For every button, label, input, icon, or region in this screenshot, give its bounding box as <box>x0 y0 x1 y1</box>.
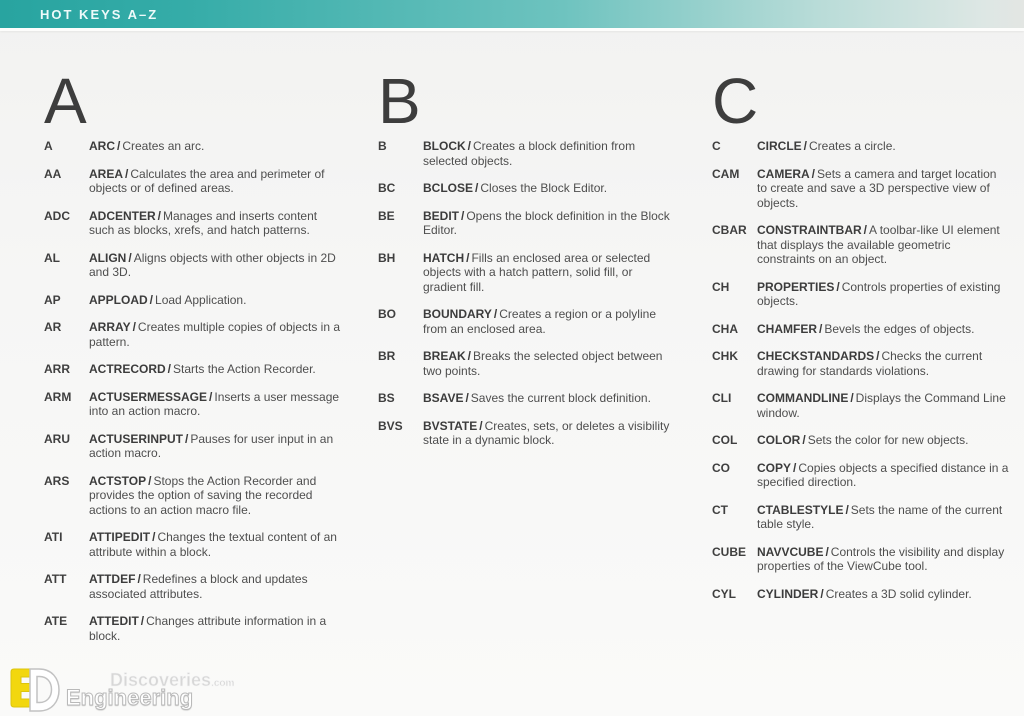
separator: / <box>128 250 132 265</box>
separator: / <box>157 208 162 223</box>
hotkey-description <box>423 419 675 448</box>
command-name: COLOR <box>757 433 801 447</box>
command-name: CYLINDER <box>757 586 819 601</box>
separator: / <box>152 530 156 544</box>
hotkey-entry <box>712 349 1024 378</box>
command-description: Creates, sets, or deletes a visibility state in a dynamic block. <box>423 418 670 447</box>
hotkey-description <box>423 391 651 406</box>
separator: / <box>811 166 816 181</box>
column-a <box>44 65 378 643</box>
hotkey-entry <box>378 209 712 238</box>
command-description: Creates a 3D solid cylinder. <box>825 586 972 601</box>
hotkey-description <box>89 293 246 308</box>
hotkey-description <box>89 320 341 349</box>
command-description: Saves the current block definition. <box>470 391 651 405</box>
command-description: Sets the color for new objects. <box>807 433 969 447</box>
hotkey-entry <box>712 280 1024 309</box>
separator: / <box>825 544 829 559</box>
command-name: BCLOSE <box>423 181 474 195</box>
command-name: COPY <box>757 460 792 475</box>
page-title: HOT KEYS A–Z <box>40 6 159 22</box>
hotkey-entry <box>712 139 1024 154</box>
separator: / <box>137 572 141 586</box>
separator: / <box>475 181 479 195</box>
logo-text <box>52 666 242 714</box>
hotkey-description <box>423 349 675 378</box>
hotkey-entry <box>712 391 1024 420</box>
hotkey-key: AL <box>44 250 60 265</box>
command-name: HATCH <box>423 250 465 265</box>
hotkey-description <box>89 139 204 154</box>
command-description: Aligns objects with other objects in 2D and 3D. <box>89 250 336 279</box>
command-name: BLOCK <box>423 139 466 153</box>
command-name: CIRCLE <box>757 139 802 153</box>
command-description: Creates a region or a polyline from an enclosed area. <box>423 307 656 336</box>
hotkey-entry <box>378 139 712 168</box>
separator: / <box>819 321 823 336</box>
hotkey-key: ATI <box>44 530 63 544</box>
separator: / <box>461 208 465 223</box>
hotkey-entry <box>378 391 712 406</box>
separator: / <box>850 391 854 405</box>
command-description: Controls the visibility and display properties of the ViewCube tool. <box>757 544 1005 573</box>
command-description: Creates an arc. <box>122 139 205 153</box>
separator: / <box>863 223 868 237</box>
hotkey-entry <box>712 322 1024 337</box>
separator: / <box>803 139 808 153</box>
hotkey-description <box>423 251 675 295</box>
hotkey-key: ATE <box>44 614 68 628</box>
hotkey-description <box>757 433 968 448</box>
command-name: ARRAY <box>89 320 131 334</box>
hotkey-key: C <box>712 139 721 153</box>
separator: / <box>465 391 469 405</box>
command-description: Controls properties of existing objects. <box>757 279 1001 308</box>
hotkey-key: AR <box>44 320 62 334</box>
command-name: AREA <box>89 166 124 181</box>
command-name: ATTEDIT <box>89 614 139 628</box>
logo-engineering-text: Engineering <box>66 685 194 710</box>
hotkey-key: BVS <box>378 418 403 433</box>
hotkey-entry <box>44 572 378 601</box>
hotkey-key: BE <box>378 208 395 223</box>
engineering-discoveries-logo <box>6 666 242 714</box>
command-name: ARC <box>89 139 115 153</box>
hotkey-key: CYL <box>712 586 736 601</box>
hotkey-entry <box>44 432 378 461</box>
hotkey-key: CHA <box>712 321 738 336</box>
command-description: Changes attribute information in a block. <box>89 614 327 643</box>
hotkey-entry <box>712 545 1024 574</box>
separator: / <box>140 614 145 628</box>
command-name: CHAMFER <box>757 321 817 336</box>
column-b-letter: B <box>378 65 421 137</box>
command-description: Inserts a user message into an action macro. <box>89 389 340 418</box>
column-b-entries <box>378 139 712 448</box>
hotkey-description <box>757 391 1009 420</box>
command-name: BSAVE <box>423 391 464 405</box>
command-description: Starts the Action Recorder. <box>173 362 316 376</box>
command-description: Pauses for user input in an action macro. <box>89 431 334 460</box>
hotkey-key: CHK <box>712 349 738 363</box>
hotkey-key: BO <box>378 307 396 321</box>
hotkey-description <box>757 545 1009 574</box>
hotkey-key: BR <box>378 349 396 363</box>
logo-discoveries-word: Discoveries <box>110 670 212 690</box>
hotkey-entry <box>712 223 1024 267</box>
hotkey-key: B <box>378 139 387 153</box>
hotkey-key: BH <box>378 250 396 265</box>
hotkey-description <box>89 390 341 419</box>
hotkey-key: CO <box>712 460 730 475</box>
hotkey-key: ATT <box>44 572 67 586</box>
hotkey-key: ADC <box>44 208 70 223</box>
hotkey-description <box>89 251 341 280</box>
hotkey-entry <box>378 181 712 196</box>
hotkey-entry <box>44 209 378 238</box>
command-name: PROPERTIES <box>757 279 835 294</box>
command-description: Redefines a block and updates associated attributes. <box>89 572 308 601</box>
hotkey-description <box>423 139 675 168</box>
command-description: Creates multiple copies of objects in a pattern. <box>89 320 341 349</box>
command-description: Sets a camera and target location to create and save a 3D perspective view of objects. <box>757 166 997 210</box>
separator: / <box>845 502 849 517</box>
separator: / <box>185 431 189 446</box>
column-a-entries <box>44 139 378 643</box>
hotkey-key: CH <box>712 279 730 294</box>
separator: / <box>149 292 154 307</box>
hotkey-entry <box>44 474 378 518</box>
header-bar <box>0 0 1024 28</box>
command-name: ACTUSERMESSAGE <box>89 389 208 404</box>
hotkey-description <box>757 139 896 154</box>
hotkey-key: CT <box>712 502 728 517</box>
command-description: Displays the Command Line window. <box>757 391 1006 420</box>
separator: / <box>802 433 806 447</box>
separator: / <box>117 139 121 153</box>
hotkey-entry <box>44 293 378 308</box>
hotkey-entry <box>378 349 712 378</box>
separator: / <box>209 389 213 404</box>
hotkey-key: CLI <box>712 391 732 405</box>
hotkey-description <box>89 530 341 559</box>
separator: / <box>836 279 840 294</box>
hotkey-description <box>89 572 341 601</box>
command-description: Manages and inserts content such as blocks, xrefs, and hatch patterns. <box>89 208 318 237</box>
hotkey-description <box>89 474 341 518</box>
command-description: Copies objects a specified distance in a specified direction. <box>757 460 1009 489</box>
hotkey-key: AA <box>44 166 62 181</box>
hotkey-key: AP <box>44 292 61 307</box>
command-description: Load Application. <box>155 292 247 307</box>
command-description: Sets the name of the current table style. <box>757 502 1003 531</box>
separator: / <box>125 166 129 181</box>
hotkey-key: CUBE <box>712 544 747 559</box>
command-description: Creates a block definition from selected objects. <box>423 139 636 168</box>
command-name: CTABLESTYLE <box>757 502 844 517</box>
command-name: ALIGN <box>89 250 127 265</box>
hotkey-key: COL <box>712 433 738 447</box>
column-a-letter: A <box>44 65 87 137</box>
command-description: Bevels the edges of objects. <box>824 321 975 336</box>
command-description: Changes the textual content of an attribute within a block. <box>89 530 337 559</box>
hotkey-description <box>757 280 1009 309</box>
hotkey-description <box>89 614 341 643</box>
hotkey-key: ARM <box>44 389 72 404</box>
hotkey-description <box>89 209 341 238</box>
command-name: APPLOAD <box>89 292 148 307</box>
hotkey-description <box>89 362 316 377</box>
separator: / <box>467 349 472 363</box>
hotkey-key: A <box>44 139 53 153</box>
hotkey-key: BS <box>378 391 395 405</box>
separator: / <box>876 349 880 363</box>
hotkey-entry <box>712 167 1024 211</box>
hotkey-entry <box>378 251 712 295</box>
hotkey-key: ARU <box>44 431 70 446</box>
column-c-letter: C <box>712 65 759 137</box>
hotkey-entry <box>712 587 1024 602</box>
command-name: ATTIPEDIT <box>89 530 151 544</box>
command-description: Opens the block definition in the Block Editor. <box>423 208 670 237</box>
command-description: Calculates the area and perimeter of objects or of defined areas. <box>89 166 325 195</box>
hotkey-description <box>757 461 1009 490</box>
command-name: ATTDEF <box>89 572 136 586</box>
hotkey-description <box>757 503 1009 532</box>
command-description: Breaks the selected object between two points. <box>423 349 663 378</box>
command-name: ACTRECORD <box>89 362 166 376</box>
command-description: Closes the Block Editor. <box>480 181 608 195</box>
hotkey-description <box>89 432 341 461</box>
hotkey-entry <box>378 419 712 448</box>
hotkey-entry <box>712 503 1024 532</box>
hotkey-description <box>757 322 974 337</box>
separator: / <box>132 320 136 334</box>
command-description: A toolbar-like UI element that displays the available geometric constraints on an object. <box>757 223 1000 266</box>
command-name: BREAK <box>423 349 466 363</box>
hotkey-entry <box>378 307 712 336</box>
hotkey-key: BC <box>378 181 396 195</box>
logo-com-suffix: .com <box>211 678 235 689</box>
command-description: Stops the Action Recorder and provides the option of saving the recorded actions to an action macro file. <box>89 473 317 517</box>
command-description: Creates a circle. <box>809 139 896 153</box>
separator: / <box>466 250 470 265</box>
hotkey-key: ARR <box>44 362 70 376</box>
hotkey-entry <box>44 320 378 349</box>
hotkey-entry <box>44 530 378 559</box>
hotkey-entry <box>44 390 378 419</box>
command-name: CAMERA <box>757 166 810 181</box>
hotkey-entry <box>44 614 378 643</box>
separator: / <box>167 362 172 376</box>
command-name: BEDIT <box>423 208 459 223</box>
hotkey-key: CBAR <box>712 223 747 237</box>
command-name: BOUNDARY <box>423 307 492 321</box>
column-c <box>712 65 1024 643</box>
hotkey-description <box>423 181 607 196</box>
command-name: ACTSTOP <box>89 473 147 488</box>
separator: / <box>467 139 472 153</box>
hotkey-description <box>757 349 1009 378</box>
hotkey-description <box>757 223 1009 267</box>
separator: / <box>820 586 824 601</box>
command-description: Checks the current drawing for standards violations. <box>757 349 983 378</box>
hotkey-description <box>423 209 675 238</box>
hotkey-entry <box>44 251 378 280</box>
column-c-entries <box>712 139 1024 601</box>
separator: / <box>493 307 498 321</box>
hotkey-entry <box>44 362 378 377</box>
command-name: ADCENTER <box>89 208 156 223</box>
command-name: CHECKSTANDARDS <box>757 349 875 363</box>
command-name: NAVVCUBE <box>757 544 824 559</box>
hotkey-description <box>423 307 675 336</box>
column-b <box>378 65 712 643</box>
separator: / <box>793 460 797 475</box>
hotkey-description <box>89 167 341 196</box>
hotkey-columns <box>0 31 1024 643</box>
hotkey-description <box>757 587 972 602</box>
hotkey-description <box>757 167 1009 211</box>
hotkey-entry <box>44 167 378 196</box>
hotkey-key: ARS <box>44 473 70 488</box>
command-name: BVSTATE <box>423 418 478 433</box>
hotkey-entry <box>44 139 378 154</box>
command-name: ACTUSERINPUT <box>89 431 184 446</box>
command-name: CONSTRAINTBAR <box>757 223 862 237</box>
command-name: COMMANDLINE <box>757 391 849 405</box>
hotkey-key: CAM <box>712 166 740 181</box>
hotkey-entry <box>712 433 1024 448</box>
hotkey-entry <box>712 461 1024 490</box>
separator: / <box>479 418 483 433</box>
command-description: Fills an enclosed area or selected objects with a hatch pattern, solid fill, or gradient fill. <box>423 250 651 294</box>
separator: / <box>148 473 152 488</box>
